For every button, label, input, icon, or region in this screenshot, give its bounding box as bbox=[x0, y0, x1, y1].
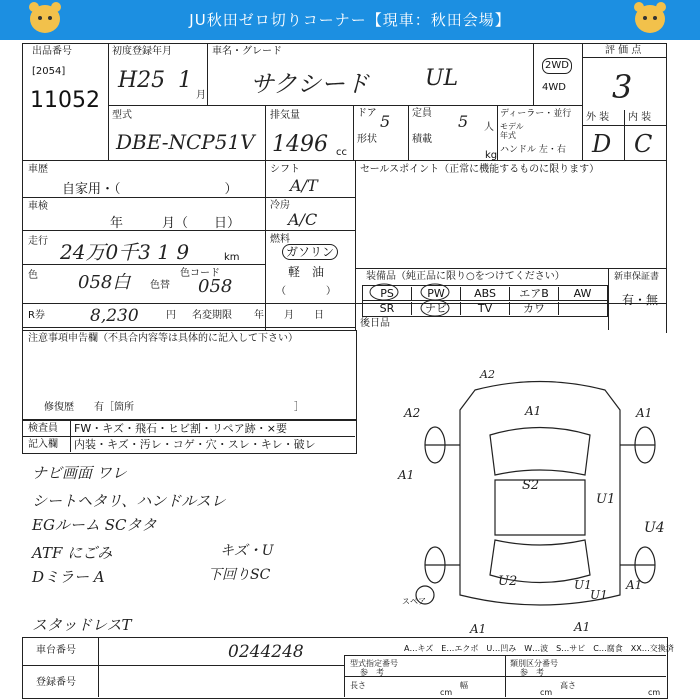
equip-tv: TV bbox=[461, 302, 510, 315]
color-value: 058白 bbox=[78, 272, 131, 293]
footer-legend-line bbox=[344, 655, 666, 656]
inspector-label-1: 検査員 bbox=[28, 423, 58, 434]
exterior-grade: D bbox=[592, 130, 612, 158]
inspector-div bbox=[70, 420, 71, 452]
hand-note-5: Dミラー A bbox=[32, 568, 105, 586]
hand-note-right-2: 下回りSC bbox=[208, 567, 271, 583]
type-no-sub: 参 考 bbox=[360, 668, 384, 677]
warranty-value: 有・無 bbox=[622, 293, 659, 307]
hand-note-3: EGルーム SCタタ bbox=[32, 516, 157, 534]
frame-v6 bbox=[533, 43, 534, 105]
damage-mark: A1 bbox=[525, 404, 542, 418]
frame-top bbox=[22, 43, 666, 44]
page-banner bbox=[0, 0, 700, 40]
damage-mark: U2 bbox=[498, 574, 518, 589]
use-label: 車歴 bbox=[28, 164, 48, 175]
damage-mark: U1 bbox=[574, 578, 592, 592]
damage-mark: U1 bbox=[596, 492, 616, 507]
color-code-label: 色コード bbox=[180, 268, 220, 279]
rear-item-label: 後日品 bbox=[360, 318, 390, 329]
hand-note-1: ナビ画面 ワレ bbox=[32, 464, 127, 482]
footer-mid bbox=[22, 665, 344, 666]
use-value: 自家用・（ ） bbox=[62, 182, 238, 197]
frame-right bbox=[666, 43, 667, 333]
kg-unit: kg bbox=[485, 150, 498, 161]
spare-label: スペア bbox=[402, 597, 426, 606]
displacement-label: 排気量 bbox=[270, 110, 300, 121]
fuel-value: ガソリン bbox=[282, 244, 338, 260]
row-line-5 bbox=[22, 327, 355, 328]
displacement-value: 1496 bbox=[272, 132, 328, 157]
damage-mark: U4 bbox=[644, 520, 665, 536]
reg-no-label: 登録番号 bbox=[36, 677, 76, 688]
shift-value: A/T bbox=[290, 176, 318, 195]
warranty-divider bbox=[608, 268, 609, 330]
name-change-value: 年 月 日 bbox=[254, 310, 324, 321]
width-cm: cm bbox=[540, 688, 553, 697]
notes-label: 注意事項申告欄（不具合内容等は具体的に記入して下さい） bbox=[28, 333, 298, 344]
damage-mark: A2 bbox=[480, 368, 495, 381]
frame-v3 bbox=[353, 105, 354, 160]
length-cm: cm bbox=[440, 688, 453, 697]
model-label: 型式 bbox=[112, 110, 132, 121]
recycle-value: 8,230 bbox=[90, 306, 139, 326]
height-label: 高さ bbox=[560, 681, 576, 690]
shape-label: 形状 bbox=[357, 134, 377, 145]
yen-unit: 円 bbox=[166, 310, 176, 321]
damage-mark: A1 bbox=[626, 578, 643, 592]
fuel-label: 燃料 bbox=[270, 234, 290, 245]
frame-v5 bbox=[497, 105, 498, 160]
capacity-label: 定員 bbox=[412, 108, 432, 119]
car-grade: UL bbox=[425, 66, 459, 91]
frame-v4 bbox=[408, 105, 409, 160]
class-label: 類別区分番号 bbox=[510, 659, 558, 668]
equip-top bbox=[355, 268, 666, 269]
frame-v1 bbox=[108, 43, 109, 160]
frame-header-bottom bbox=[22, 160, 666, 161]
height-cm: cm bbox=[648, 688, 661, 697]
interior-label: 内 装 bbox=[628, 112, 652, 123]
inspection-label: 車検 bbox=[28, 201, 48, 212]
km-unit: km bbox=[224, 252, 240, 263]
warranty-label: 新車保証書 bbox=[614, 272, 660, 282]
equip-circles-icon bbox=[362, 280, 472, 320]
inspector-label-2: 記入欄 bbox=[28, 439, 58, 450]
exterior-label: 外 装 bbox=[586, 112, 610, 123]
load-label: 積載 bbox=[412, 134, 432, 145]
capacity-value: 5 bbox=[458, 112, 469, 131]
first-reg-month: 1 bbox=[178, 68, 192, 93]
doors-value: 5 bbox=[380, 112, 391, 131]
mileage-value: 24万0千3 1 9 bbox=[60, 240, 190, 264]
inspector-row-1: FW・キズ・飛石・ヒビ割・リペア跡・×要 bbox=[74, 422, 287, 435]
footer-div-1 bbox=[98, 637, 99, 697]
equip-navi: ナビ bbox=[412, 302, 461, 315]
handle-label: ハンドル 左・右 bbox=[500, 145, 566, 155]
hand-note-2: シートヘタリ、ハンドルスレ bbox=[32, 492, 226, 510]
lot-label: 出品番号 bbox=[32, 46, 72, 57]
first-reg-label: 初度登録年月 bbox=[112, 46, 172, 57]
width-label: 幅 bbox=[460, 681, 468, 690]
name-change-label: 名変期限 bbox=[192, 310, 232, 321]
first-reg-year: H25 bbox=[118, 68, 166, 93]
left-block-divider bbox=[265, 160, 266, 330]
damage-mark: A1 bbox=[398, 468, 415, 482]
damage-mark: A1 bbox=[574, 620, 591, 634]
score-label: 評 価 点 bbox=[605, 45, 642, 56]
ac-label: 冷房 bbox=[270, 200, 290, 211]
month-unit: 月 bbox=[196, 90, 206, 101]
vehicle-no: 0244248 bbox=[228, 642, 304, 662]
sales-point-label: セールスポイント（正常に機能するものに限ります） bbox=[360, 164, 600, 175]
interior-grade: C bbox=[634, 130, 653, 158]
frame-score-h bbox=[582, 57, 666, 58]
mileage-label: 走行 bbox=[28, 236, 48, 247]
dealer-label: ディーラー・並行 bbox=[500, 109, 572, 119]
repair-history: 修復歴 有［箇所 ］ bbox=[44, 402, 304, 413]
type-no-label: 型式指定番号 bbox=[350, 659, 398, 668]
inspection-value: 年 月（ 日） bbox=[110, 216, 241, 231]
shift-label: シフト bbox=[270, 164, 300, 175]
middle-block-divider bbox=[355, 160, 356, 330]
persons-unit: 人 bbox=[484, 122, 494, 133]
cc-unit: cc bbox=[336, 147, 347, 158]
inspector-row-2: 内装・キズ・汚レ・コゲ・穴・スレ・キレ・破レ bbox=[74, 438, 316, 451]
car-name: サクシード bbox=[250, 70, 370, 98]
damage-mark: A2 bbox=[404, 406, 421, 420]
ac-value: A/C bbox=[288, 210, 318, 229]
score-value: 3 bbox=[612, 68, 633, 106]
car-name-label: 車名・グレード bbox=[212, 46, 282, 57]
fuel-alt: 軽 油 bbox=[288, 265, 325, 279]
hand-note-4: ATF にごみ bbox=[32, 544, 113, 562]
lot-number: 11052 bbox=[30, 88, 100, 113]
mascot-bear-icon bbox=[635, 5, 665, 33]
color-label: 色 bbox=[28, 270, 38, 281]
row-line-1 bbox=[22, 197, 355, 198]
frame-score-v bbox=[624, 110, 625, 160]
hand-note-right-1: キズ・U bbox=[220, 543, 274, 559]
equip-ps: PS bbox=[363, 287, 412, 300]
equip-airbag: エアB bbox=[510, 287, 559, 300]
equip-abs: ABS bbox=[461, 287, 510, 300]
footer-dim-line bbox=[344, 676, 666, 677]
model-value: DBE-NCP51V bbox=[116, 130, 255, 154]
equip-leather: カワ bbox=[510, 302, 559, 315]
vehicle-no-label: 車台番号 bbox=[36, 645, 76, 656]
doors-label: ドア bbox=[357, 108, 377, 119]
model-year-label: モデル年式 bbox=[500, 122, 524, 140]
drive-4wd: 4WD bbox=[542, 82, 566, 93]
frame-v2 bbox=[207, 43, 208, 105]
class-sub: 参 考 bbox=[520, 668, 544, 677]
frame-v2b bbox=[265, 105, 266, 160]
inspector-mid bbox=[22, 436, 355, 437]
color-swap-label: 色替 bbox=[150, 280, 170, 291]
damage-mark: S2 bbox=[522, 478, 540, 493]
color-code-value: 058 bbox=[198, 276, 233, 297]
length-label: 長さ bbox=[350, 681, 366, 690]
fuel-paren: （ ） bbox=[276, 286, 336, 297]
frame-v7 bbox=[582, 43, 583, 160]
equip-aw: AW bbox=[573, 287, 592, 300]
damage-mark: U1 bbox=[590, 588, 608, 602]
equip-label: 装備品（純正品に限り○をつけてください） bbox=[366, 271, 565, 282]
drive-2wd: 2WD bbox=[542, 58, 572, 74]
recycle-label: R券 bbox=[28, 310, 45, 321]
frame-h-mid bbox=[108, 105, 582, 106]
equip-pw: PW bbox=[412, 287, 461, 300]
damage-mark: A1 bbox=[636, 406, 653, 420]
equip-sr: SR bbox=[363, 302, 412, 315]
mascot-bear-icon bbox=[30, 5, 60, 33]
hand-note-6: スタッドレスT bbox=[32, 616, 132, 634]
damage-mark: A1 bbox=[470, 622, 487, 636]
banner-title: JU秋田ゼロ切りコーナー【現車：秋田会場】 bbox=[189, 11, 511, 29]
damage-legend: A…キズ E…エクボ U…凹み W…波 S…サビ C…腐食 XX…交換済 bbox=[404, 644, 674, 653]
lot-sub: [2054] bbox=[32, 66, 66, 77]
